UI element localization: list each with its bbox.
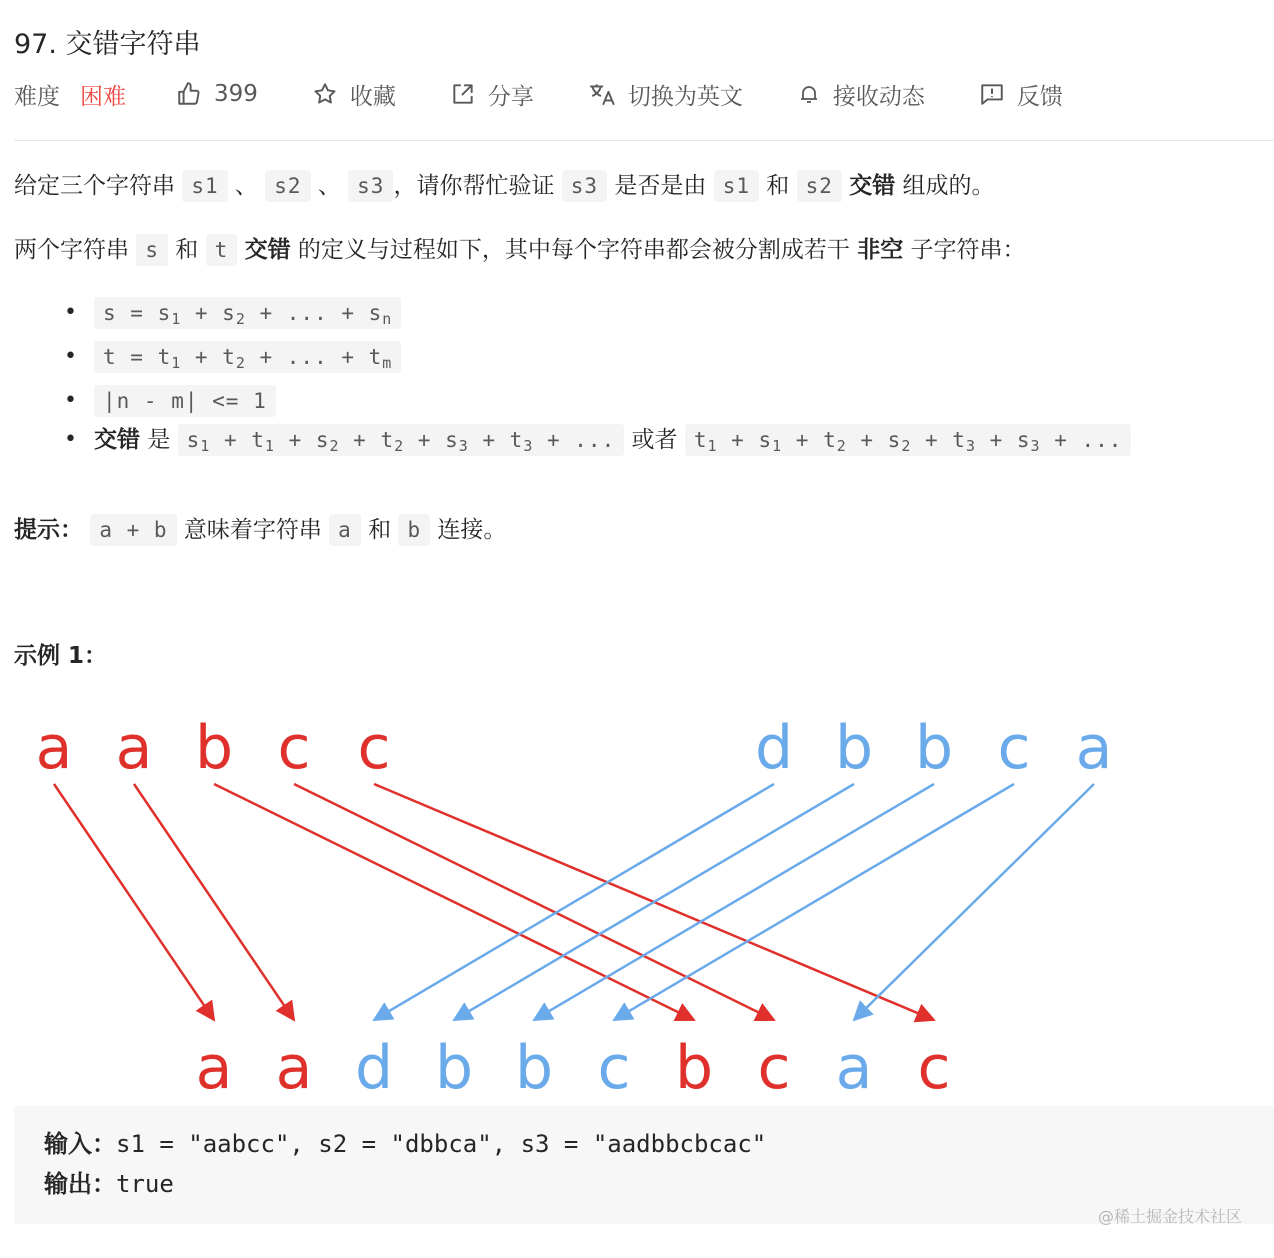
text: 意味着字符串 (183, 517, 322, 543)
inline-code: a + b (90, 514, 176, 546)
switch-language-label: 切换为英文 (627, 83, 743, 110)
inline-code: s3 (348, 170, 393, 202)
s3-char: c (597, 1033, 631, 1100)
s3-char: b (674, 1033, 714, 1100)
s1-char: c (357, 713, 391, 783)
s1-char: a (35, 713, 73, 783)
inline-code: a (329, 514, 361, 546)
description-paragraph-1 (14, 166, 995, 206)
share-icon (450, 81, 476, 107)
s2-arrow (454, 784, 854, 1020)
formula-interleave-2: $t_1 + s_1 + t_2 + s_2 + t_3 + s_3$ + ... (685, 424, 1132, 456)
text: ，请你帮忙验证 (393, 173, 555, 199)
formula-nm: |n - m| <= 1 (94, 385, 276, 417)
favorite-button[interactable] (312, 78, 396, 111)
inline-code: s1 (182, 170, 227, 202)
definition-list (14, 294, 1244, 466)
s2-arrow (374, 784, 774, 1020)
switch-language-button[interactable] (588, 78, 743, 111)
inline-code: s (136, 234, 168, 266)
s3-char: c (757, 1033, 791, 1100)
s1-arrow (214, 784, 694, 1020)
problem-meta-bar (14, 76, 1117, 112)
text: 给定三个字符串 (14, 173, 175, 199)
feedback-button[interactable] (979, 78, 1063, 111)
s1-arrow (134, 784, 294, 1020)
s1-char: a (115, 713, 153, 783)
example-input-line (44, 1124, 1244, 1164)
input-label: 输入： (44, 1130, 116, 1158)
difficulty-badge: 困难 (80, 83, 126, 110)
input-value: s1 = "aabcc", s2 = "dbbca", s3 = "aadbbcbcac" (116, 1130, 767, 1158)
share-label: 分享 (487, 83, 534, 110)
difficulty (14, 78, 126, 111)
text: 和 (368, 517, 392, 543)
text: 、 (317, 173, 341, 199)
s3-char: a (275, 1033, 313, 1100)
s2-arrow (614, 784, 1014, 1020)
watermark: @稀土掘金技术社区 (1097, 1207, 1242, 1226)
output-value: true (116, 1170, 174, 1198)
thumbs-up-icon (176, 81, 202, 107)
s1-char: c (277, 713, 311, 783)
feedback-label: 反馈 (1016, 83, 1063, 110)
inline-code: s2 (265, 170, 310, 202)
favorite-label: 收藏 (349, 83, 396, 110)
formula-t: $t = t_1 + t_2$ + ... + $t_m$ (94, 341, 401, 373)
s2-arrow (534, 784, 934, 1020)
text: 子字符串： (910, 237, 1026, 263)
inline-code: t (206, 234, 238, 266)
text: 是 (147, 427, 171, 453)
s3-char: d (354, 1033, 394, 1100)
interleave-diagram (14, 700, 1164, 1100)
text: 是否是由 (614, 173, 707, 199)
like-count: 399 (214, 81, 258, 107)
s3-char: a (195, 1033, 233, 1100)
formula-interleave-1: $s_1 + t_1 + s_2 + t_2 + s_3 + t_3$ + ... (178, 424, 625, 456)
text: 和 (175, 237, 199, 263)
share-button[interactable] (450, 78, 534, 111)
inline-code: s1 (714, 170, 759, 202)
output-label: 输出： (44, 1170, 116, 1198)
hint-paragraph (14, 510, 506, 550)
problem-title: 97. 交错字符串 (14, 29, 201, 60)
s2-char: b (914, 713, 954, 783)
s2-arrow (854, 784, 1094, 1020)
example-output-line (44, 1164, 1244, 1204)
bold-text: 交错 (244, 237, 291, 263)
text: 和 (766, 173, 790, 199)
s2-char: c (997, 713, 1031, 783)
text: 的定义与过程如下，其中每个字符串都会被分割成若干 (297, 237, 850, 263)
s2-char: d (754, 713, 794, 783)
bold-text: 交错 (94, 427, 140, 453)
s2-char: b (834, 713, 874, 783)
s3-char: b (514, 1033, 554, 1100)
bell-icon (797, 81, 821, 107)
description-paragraph-2 (14, 230, 1026, 270)
divider (14, 140, 1274, 141)
s3-char: b (434, 1033, 474, 1100)
text: 连接。 (437, 517, 507, 543)
formula-s: $s = s_1 + s_2$ + ... + $s_n$ (94, 297, 401, 329)
feedback-icon (979, 81, 1005, 107)
list-item (94, 382, 1244, 420)
example-heading: 示例 1： (14, 643, 108, 669)
s3-char: c (917, 1033, 951, 1100)
list-item (94, 294, 1244, 338)
bold-text: 交错 (849, 173, 896, 199)
difficulty-label: 难度 (14, 83, 60, 110)
list-item (94, 338, 1244, 382)
text: 或者 (631, 427, 678, 453)
s1-char: b (194, 713, 234, 783)
text: 两个字符串 (14, 237, 129, 263)
text: 、 (234, 173, 258, 199)
star-icon (312, 81, 338, 107)
text: 组成的。 (902, 173, 995, 199)
inline-code: b (398, 514, 430, 546)
inline-code: s3 (562, 170, 607, 202)
bold-text: 非空 (857, 237, 904, 263)
like-button[interactable] (176, 81, 258, 107)
hint-label: 提示： (14, 517, 83, 543)
translate-icon (588, 81, 616, 107)
s1-arrow (294, 784, 774, 1020)
example-code-block (14, 1106, 1274, 1224)
s2-char: a (1075, 713, 1113, 783)
list-item (94, 420, 1244, 466)
subscribe-button[interactable] (797, 78, 925, 111)
s1-arrow (54, 784, 214, 1020)
s3-char: a (835, 1033, 873, 1100)
inline-code: s2 (797, 170, 842, 202)
subscribe-label: 接收动态 (832, 83, 925, 110)
